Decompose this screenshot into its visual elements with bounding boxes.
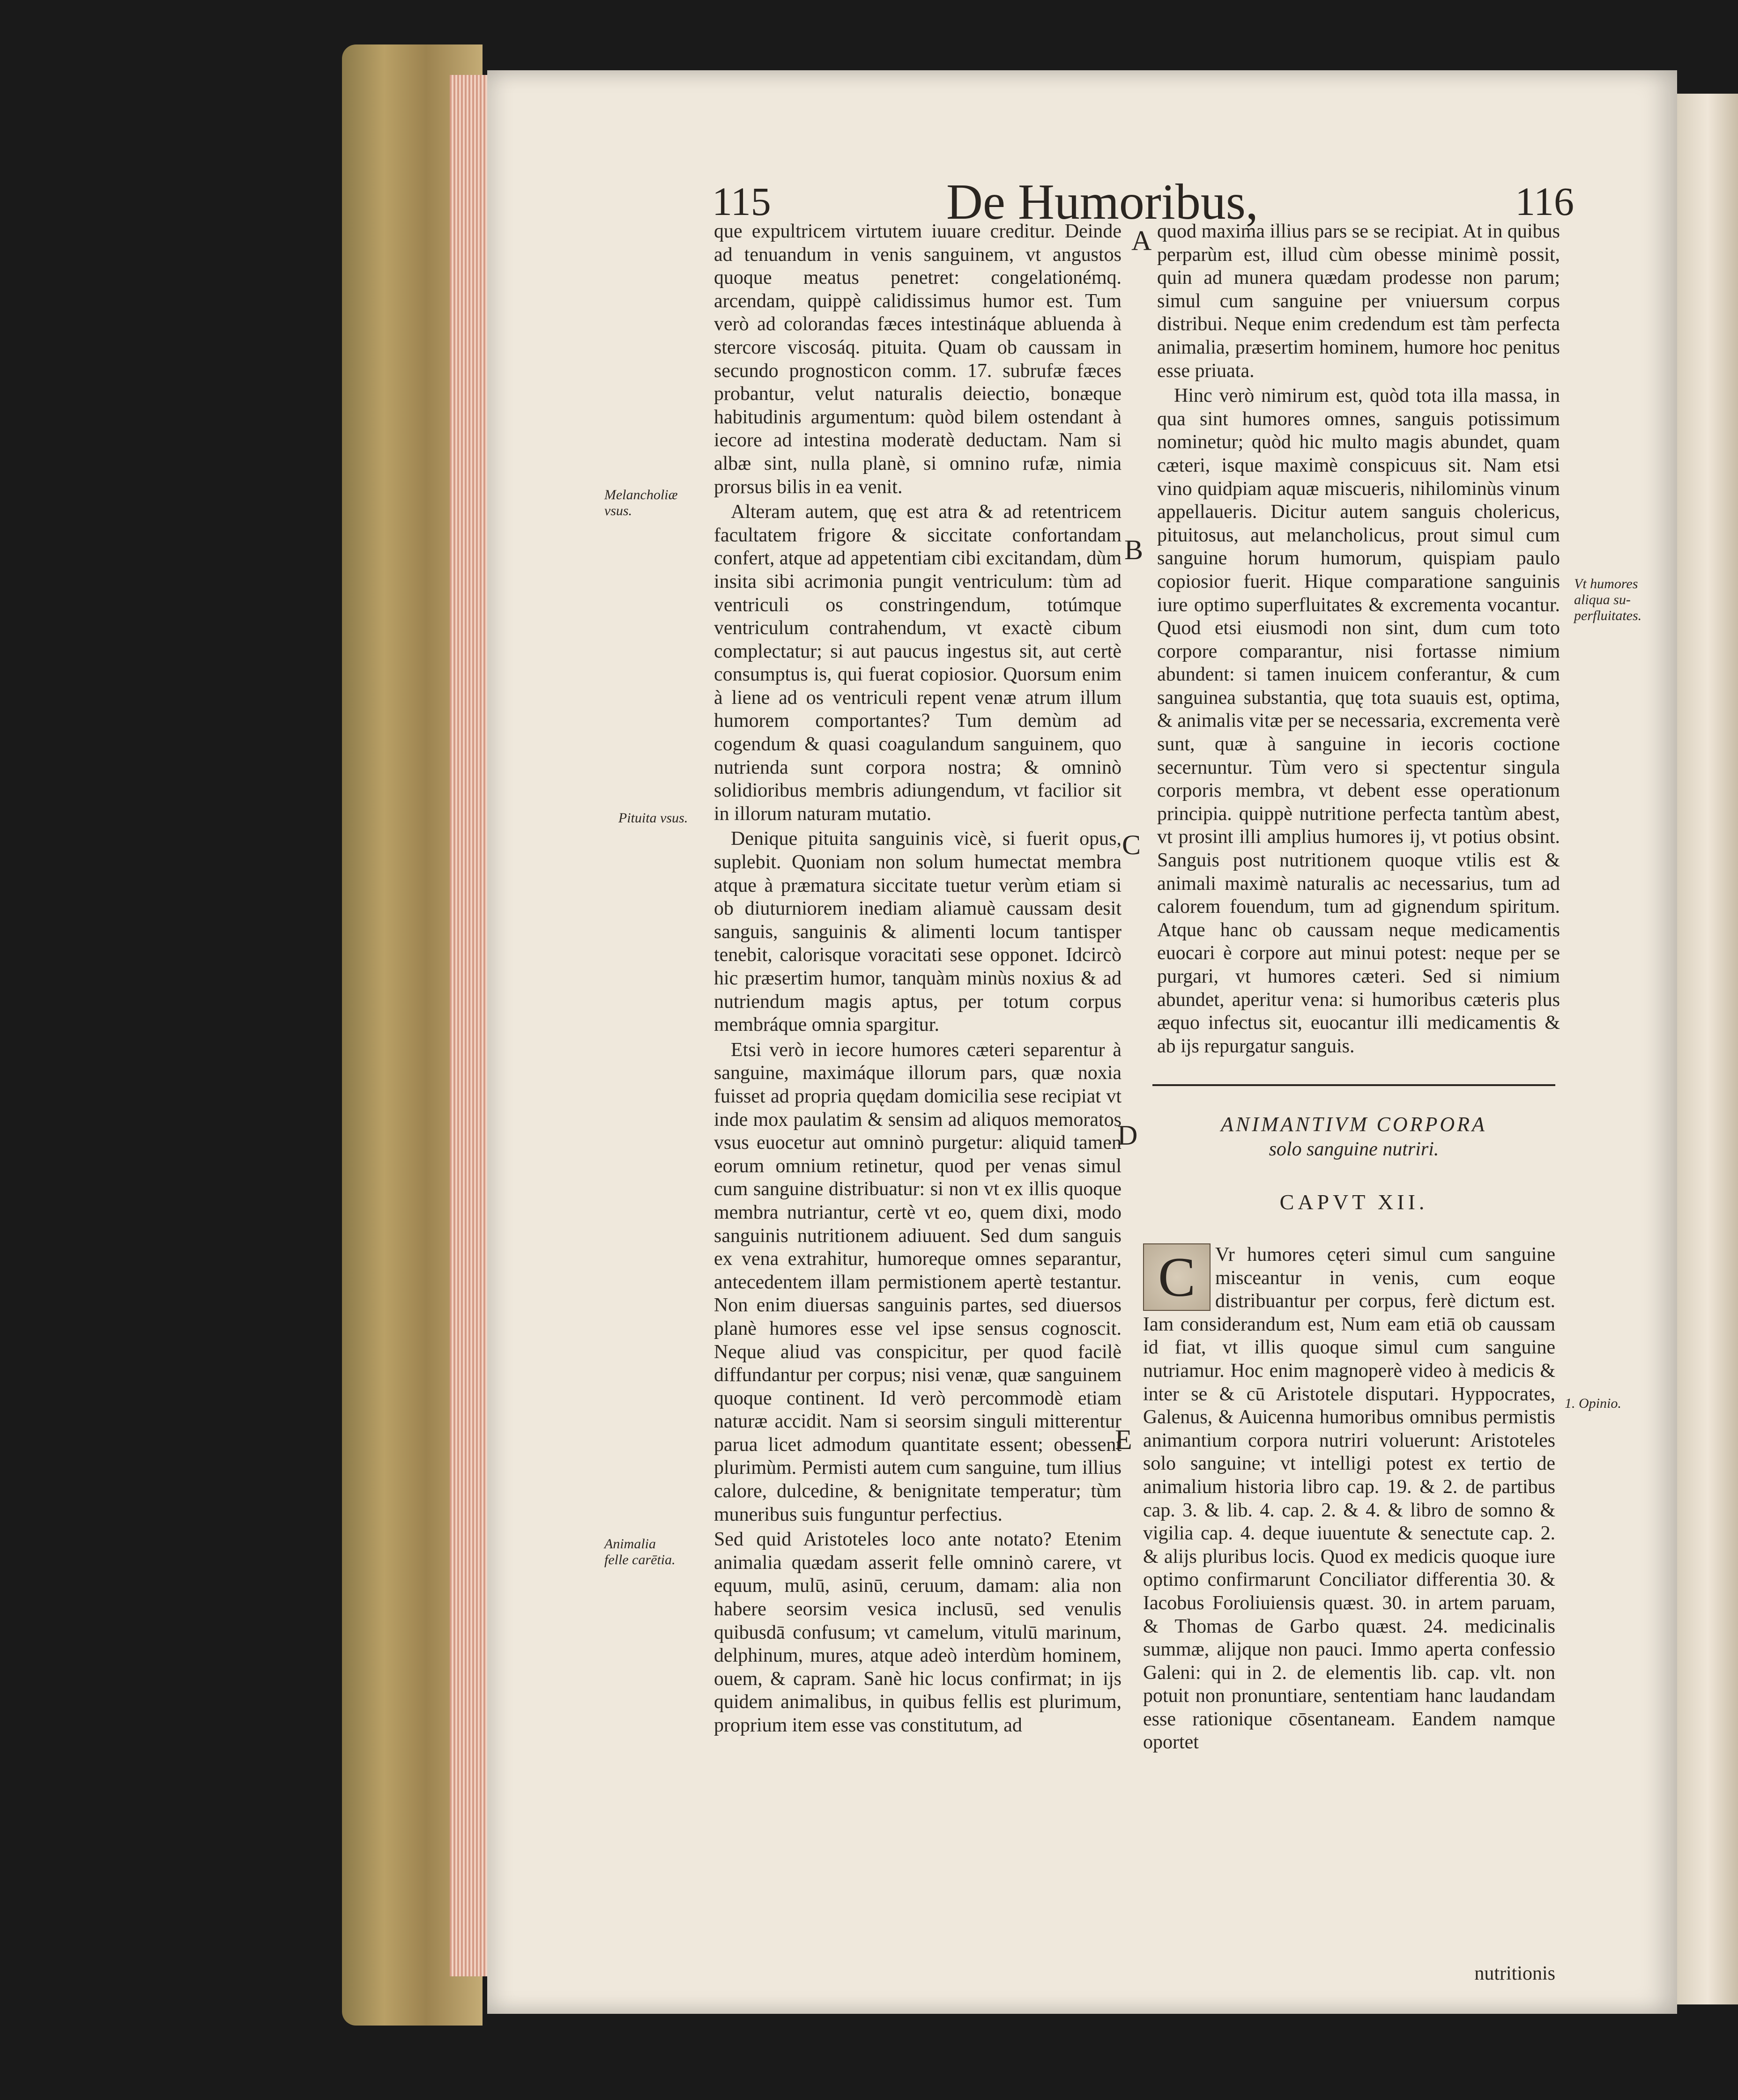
section-subtitle: solo sanguine nutriri.	[1269, 1139, 1439, 1160]
paragraph: que expultricem virtutem iuuare creditur. Deinde ad tenuandum in venis sanguinem, vt angustos quoque meatus penetret: congelationémq. arcendam, quippè calidissimus humor est. Tum verò ad colorandas fæces intestináque abluenda à stercore viscosáq. pituita. Quam ob caussam in secundo prognosticon comm. 17. subrufæ fæces probantur, velut naturalis deiectio, bonæque habitudinis argumentum: quòd bilem ostendant à iecore ad intestina moderatè deductam. Nam si albæ sint, nulla planè, si omnino rufæ, nimia prorsus bilis in ea venit.	[714, 221, 1122, 498]
section-letter-e: E	[1115, 1424, 1132, 1455]
margin-note-pituita: Pituita vsus.	[618, 810, 688, 826]
margin-note-melancholiae: Melancholiæ vsus.	[604, 487, 678, 518]
paragraph: Denique pituita sanguinis vicè, si fuerit opus, suplebit. Quoniam non solum humectat membra atque à præmatura siccitate tuetur verùm etiam si ob diuturniorem inediam aliamuè caussam desit sanguis, sanguinis & alimenti locum tantisper tenebit, calorisque voracitati sese opponet. Idcircò hic præsertim humor, tanquàm minùs noxius & ad nutriendum magis aptus, per totum corpus membráque omnia spargitur.	[714, 828, 1122, 1036]
paragraph: Alteram autem, quę est atra & ad retentricem facultatem frigore & siccitate confortandam confert, atque ad appetentiam cibi excitandam, dùm insita sibi acrimonia pungit ventriculum: tùm ad ventriculi os constringendum, totúmque ventriculum contrahendum, vt exactè cibum complectatur; si aut paucus ingestus sit, aut certè consumptus is, qui fuerat copiosior. Quorsum enim à liene ad os ventriculi repent venæ atrum illum humorem comportantes? Tum demùm ad cogendum & quasi coagulandum sanguinem, quo nutrienda sunt corpora nostra; & omninò solidioribus membris adiungendum, vt facilior sit in illorum naturam mutatio.	[714, 501, 1122, 825]
section-divider	[1152, 1084, 1555, 1086]
page-number-left: 115	[712, 179, 771, 224]
section-letter-c: C	[1122, 829, 1141, 860]
facing-page-edge	[1677, 94, 1738, 2004]
page-number-right: 116	[1515, 179, 1574, 224]
section-letter-b: B	[1124, 534, 1144, 565]
paragraph: Etsi verò in iecore humores cæteri separentur à sanguine, maximáque illorum pars, quæ noxia fuisset ad propria quędam domicilia sese recipiat vt inde mox paulatim & sensim ad aliquos memoratos vsus euocetur aut omninò purgetur: aliquid tamen eorum omnium retinetur, quod per venas simul cum sanguine distribuatur: si non vt ex illis quoque membra nutriantur, certè vt eo, quem dixi, modo sanguinis nutritionem adiuuent. Sed dum sanguis ex vena extrahitur, humoreque omnes separantur, antecedentem illam permistionem apertè testantur. Non enim diuersas sanguinis partes, sed diuersos planè humores esse vel ipse sensus cognoscit. Neque aliud vas conspicitur, per quod facilè diffundantur per corpus; nisi venæ, quæ sanguinem quoque continent. Id verò percommodè etiam naturæ accidit. Nam si seorsim singuli mitterentur parua licet admodum quantitate essent; obessent plurimùm. Permisti autem cum sanguine, tum illius calore, dulcedine, & benignitate temperatur; tùm muneribus suis funguntur perfectius.	[714, 1039, 1122, 1525]
right-column	[1157, 220, 1560, 1060]
decorated-initial: C	[1143, 1243, 1211, 1311]
margin-note-animalia: Animalia felle carētia.	[604, 1536, 676, 1568]
paragraph: quod maxima illius pars se se recipiat. At in quibus perparùm est, illud cùm obesse minimè possit, quin ad munera quædam prodesse non parum; simul cum sanguine per vniuersum corpus distribui. Neque enim credendum est tàm perfecta animalia, præsertim hominem, humore hoc penitus esse priuata.	[1157, 221, 1560, 382]
chapter-heading: CAPVT XII.	[1279, 1190, 1428, 1214]
chapter-paragraph: Vr humores cęteri simul cum sanguine misceantur in venis, cum eoque distribuantur per corpus, ferè dictum est. Iam considerandum est, Num eam etiā ob caussam id fiat, vt illis quoque simul cum sanguine nutriamur. Hoc enim magnoperè video à medicis & inter se & cū Aristotele disputari. Hyppocrates, Galenus, & Auicenna humoribus omnibus permistis animantium corpora nutriri voluerunt: Aristoteles solo sanguine; vt intelligi potest ex tertio de animalium historia libro cap. 19. & 2. de partibus cap. 3. & lib. 4. cap. 2. & 4. & libro de somno & vigilia cap. 4. deque iuuentute & senectute cap. 2. & alijs pluribus locis. Quod ex medicis quoque iure optimo confirmarunt Conciliator differentia 30. & Iacobus Foroliuiensis quæst. 30. in artem paruam, & Thomas de Garbo quæst. 24. medicinalis summæ, alijque non pauci. Immo aperta confessio Galeni: qui in 2. de elementis lib. cap. vlt. non potuit non pronuntiare, sententiam hanc laudandam esse rationique cōsentaneam. Eandem namque oportet	[1143, 1244, 1555, 1753]
paragraph: Hinc verò nimirum est, quòd tota illa massa, in qua sint humores omnes, sanguis potissimum nominetur; quòd hic multo magis abundet, quam cæteri, isque maximè conspicuus sit. Nam etsi vino quidpiam aquæ miscueris, nihilominùs vinum appellaueris. Dicitur autem sanguis cholericus, pituitosus, aut melancholicus, prout simul cum sanguine horum humorum, quispiam paulo copiosior fuerit. Hique comparatione sanguinis iure optimo superfluitates & excrementa vocantur. Quod etsi eiusmodi non sint, dum cum toto corpore comparantur, nisi fortasse nimium abundent: si tamen inuicem conferantur, & cum sanguinea substantia, quę tota suauis est, optima, & animalis vitæ per se necessaria, excrementa verè sunt, quæ à sanguine in iecoris coctione secernuntur. Tùm vero si spectentur singula corporis membra, vt debent esse operationum principia. quippè nutritione perfecta tantùm abest, vt prosint illi amplius humores ij, vt potius obsint. Sanguis post nutritionem quoque vtilis est & animali maximè naturalis ac necessarius, tum ad calorem fouendum, tum ad gignendum spiritum. Atque hanc ob caussam neque medicamentis euocari è corpore aut minui potest: neque per se purgari, vt humores cæteri. Sed si nimium abundet, aperitur vena: si humoribus cæteris plus æquo infectus sit, euocantur illi medicamentis & ab ijs repurgatur sanguis.	[1157, 385, 1560, 1057]
catchword: nutritionis	[1474, 1963, 1555, 1984]
paragraph: Sed quid Aristoteles loco ante notato? Etenim animalia quædam asserit felle omninò carere, vt equum, mulū, asinū, ceruum, damam: alia non habere seorsim vesica inclusū, sed venulis quibusdā confusum; vt camelum, vitulū marinum, delphinum, mures, atque adeò interdùm hominem, ouem, & capram. Sanè hic locus confirmat; in ijs quidem animalibus, in quibus fellis est plurimum, proprium item esse vas constitutum, ad	[714, 1529, 1122, 1736]
page-edges	[450, 75, 492, 1976]
chapter-text	[1143, 1243, 1555, 1754]
section-title: ANIMANTIVM CORPORA	[1221, 1113, 1487, 1136]
running-title: De Humoribus,	[946, 174, 1258, 230]
left-column	[714, 220, 1122, 1739]
section-letter-d: D	[1117, 1120, 1138, 1151]
margin-note-opinio: 1. Opinio.	[1565, 1396, 1621, 1411]
section-letter-a: A	[1131, 225, 1152, 256]
margin-note-vt-humores: Vt humores aliqua su- perfluitates.	[1574, 576, 1642, 623]
